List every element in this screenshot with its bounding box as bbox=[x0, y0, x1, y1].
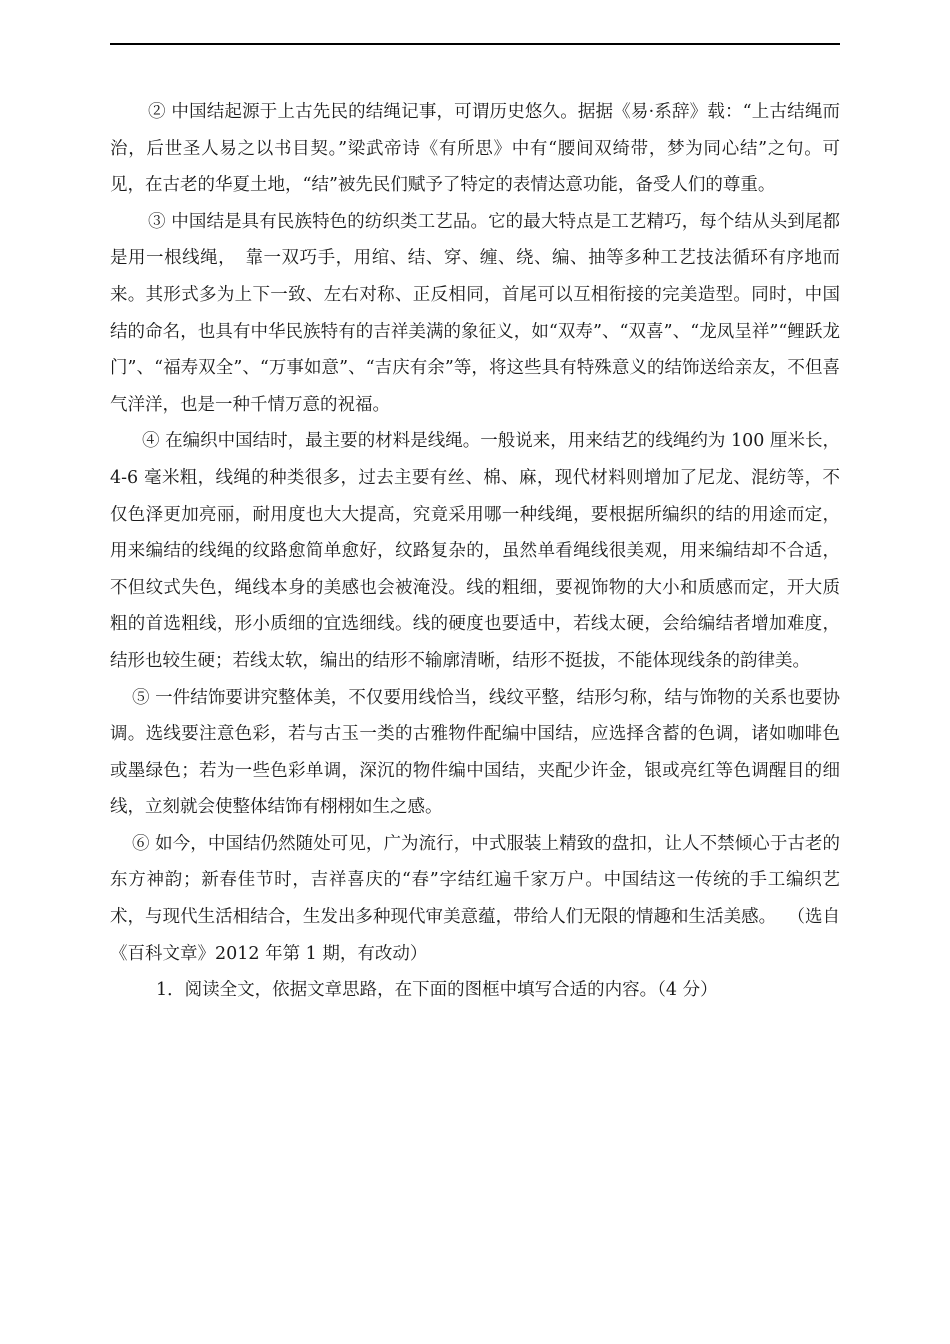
article-body bbox=[110, 94, 840, 1009]
question-1: 1．阅读全文，依据文章思路，在下面的图框中填写合适的内容。（4 分） bbox=[156, 980, 718, 1001]
source-note: （选自《百科文章》2012 年第 1 期，有改动） bbox=[110, 907, 840, 964]
header-rule bbox=[110, 43, 840, 45]
paragraph-2: ② 中国结起源于上古先民的结绳记事，可谓历史悠久。据据《易·系辞》载：“上古结绳而治，后世圣人易之以书目契。”梁武帝诗《有所思》中有“腰间双绮带，梦为同心结”之句。可见，在古老的华夏土地，“结”被先民们赋予了特定的表情达意功能，备受人们的尊重。 bbox=[110, 102, 840, 196]
paragraph-4: ④ 在编织中国结时，最主要的材料是线绳。一般说来，用来结艺的线绳约为 100 厘米长，4-6 毫米粗，线绳的种类很多，过去主要有丝、棉、麻，现代材料则增加了尼龙、混纺等，不仅色泽更加亮丽，耐用度也大大提高，究竟采用哪一种线绳，要根据所编织的结的用途而定，用来编结的线绳的纹路愈简单愈好，纹路复杂的，虽然单看绳线很美观，用来编结却不合适，不但纹式失色，绳线本身的美感也会被淹没。线的粗细，要视饰物的大小和质感而定，开大质粗的首选粗线，形小质细的宜选细线。线的硬度也要适中，若线太硬，会给编结者增加难度，结形也较生硬；若线太软，编出的结形不输廓清晰，结形不挺拔，不能体现线条的韵律美。 bbox=[110, 431, 840, 671]
paragraph-6-text: ⑥ 如今，中国结仍然随处可见，广为流行，中式服装上精致的盘扣，让人不禁倾心于古老的东方神韵；新春佳节时，吉祥喜庆的“春”字结红遍千家万户。中国结这一传统的手工编织艺术，与现代生活相结合，生发出多种现代审美意蕴，带给人们无限的情趣和生活美感。 bbox=[110, 833, 840, 928]
paragraph-5: ⑤ 一件结饰要讲究整体美，不仅要用线恰当，线纹平整，结形匀称，结与饰物的关系也要协调。选线要注意色彩，若与古玉一类的古雅物件配编中国结，应选择含蓄的色调，诸如咖啡色或墨绿色；若为一些色彩单调，深沉的物件编中国结，夹配少许金，银或亮红等色调醒目的细线，立刻就会使整体结饰有栩栩如生之感。 bbox=[110, 687, 840, 818]
paragraph-6 bbox=[110, 826, 840, 972]
paragraph-3: ③ 中国结是具有民族特色的纺织类工艺品。它的最大特点是工艺精巧，每个结从头到尾都是用一根线绳， 靠一双巧手，用绾、结、穿、缠、绕、编、抽等多种工艺技法循环有序地而来。其形式多为上下一致、左右对称、正反相同，首尾可以互相衔接的完美造型。同时，中国结的命名，也具有中华民族特有的吉祥美满的象征义，如“双寿”、“双喜”、“龙凤呈祥”“鲤跃龙门”、“福寿双全”、“万事如意”、“吉庆有余”等，将这些具有特殊意义的结饰送给亲友，不但喜气洋洋，也是一种千情万意的祝福。 bbox=[110, 211, 840, 415]
